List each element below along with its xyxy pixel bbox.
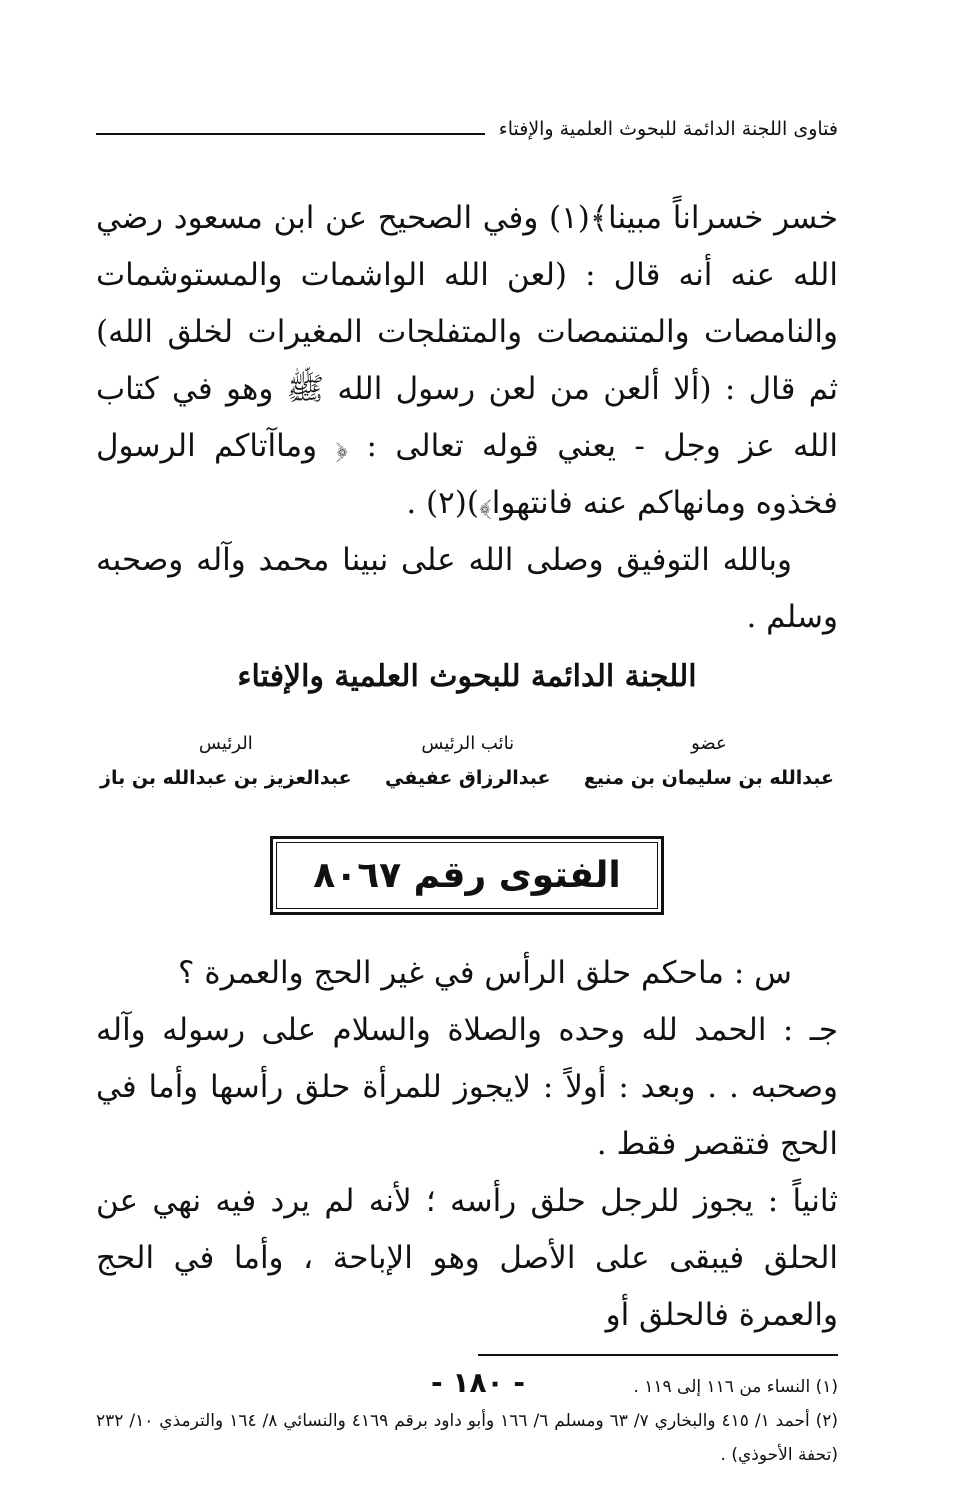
fatwa-answer-part-1: جـ : الحمد لله وحده والصلاة والسلام على رسوله وآله وصحبه . . وبعد : أولاً : لايجوز للمرأة حلق رأسها وأما في الحج فتقصر فقط . <box>96 1012 838 1162</box>
fatwa-title-wrap <box>96 836 838 915</box>
footnote-1: (١) النساء من ١١٦ إلى ١١٩ . <box>633 1377 838 1397</box>
signer-chair <box>100 730 352 798</box>
signer-name: عبدالله بن سليمان بن منيع <box>583 767 834 789</box>
signer-name: عبدالرزاق عفيفي <box>384 767 551 789</box>
page-content <box>96 190 838 1494</box>
running-header <box>96 112 838 146</box>
signer-name: عبدالعزيز بن عبدالله بن باز <box>100 767 352 789</box>
fatwa-qa <box>96 945 838 1344</box>
footnote-2: (٢) أحمد ١/ ٤١٥ والبخاري ٧/ ٦٣ ومسلم ٦/ ١٦٦ وأبو داود برقم ٤١٦٩ والنسائي ٨/ ١٦٤ والترمذي ١٠/ ٢٣٢ (تحفة الأحوذي) . <box>96 1411 839 1465</box>
signers-block <box>96 730 838 798</box>
fatwa-title-box <box>270 836 664 915</box>
signer-role: عضو <box>691 733 727 754</box>
signer-vice-chair <box>385 730 551 798</box>
footnote-rule <box>478 1354 838 1356</box>
committee-name: اللجنة الدائمة للبحوث العلمية والإفتاء <box>237 659 697 694</box>
signer-role: الرئيس <box>198 733 253 754</box>
header-rule <box>96 133 485 135</box>
fatwa-title: الفتوى رقم ٨٠٦٧ <box>276 842 658 909</box>
signer-member <box>584 730 834 798</box>
running-title: فتاوى اللجنة الدائمة للبحوث العلمية والإفتاء <box>498 118 838 140</box>
page-number: - ١٨٠ - <box>430 1366 526 1399</box>
signer-role: نائب الرئيس <box>421 733 515 754</box>
fatwa-question: س : ماحكم حلق الرأس في غير الحج والعمرة ؟ <box>178 955 792 991</box>
body-paragraph: خسر خسراناً مبينا﴾(١) وفي الصحيح عن ابن مسعود رضي الله عنه أنه قال : (لعن الله الواشمات والمستوشمات والنامصات والمتنمصات والمتفلجات المغيرات لخلق الله) ثم قال : (ألا ألعن من لعن رسول الله ﷺ وهو في كتاب الله عز وجل - يعني قوله تعالى : ﴿ وماآتاكم الرسول فخذوه ومانهاكم عنه فانتهوا﴾)(٢) . <box>96 200 838 521</box>
fatwa-answer-part-2: ثانياً : يجوز للرجل حلق رأسه ؛ لأنه لم يرد فيه نهي عن الحلق فيبقى على الأصل وهو الإباحة ، وأما في الحج والعمرة فالحلق أو <box>96 1183 838 1333</box>
closing-line: وبالله التوفيق وصلى الله على نبينا محمد وآله وصحبه وسلم . <box>96 542 838 635</box>
